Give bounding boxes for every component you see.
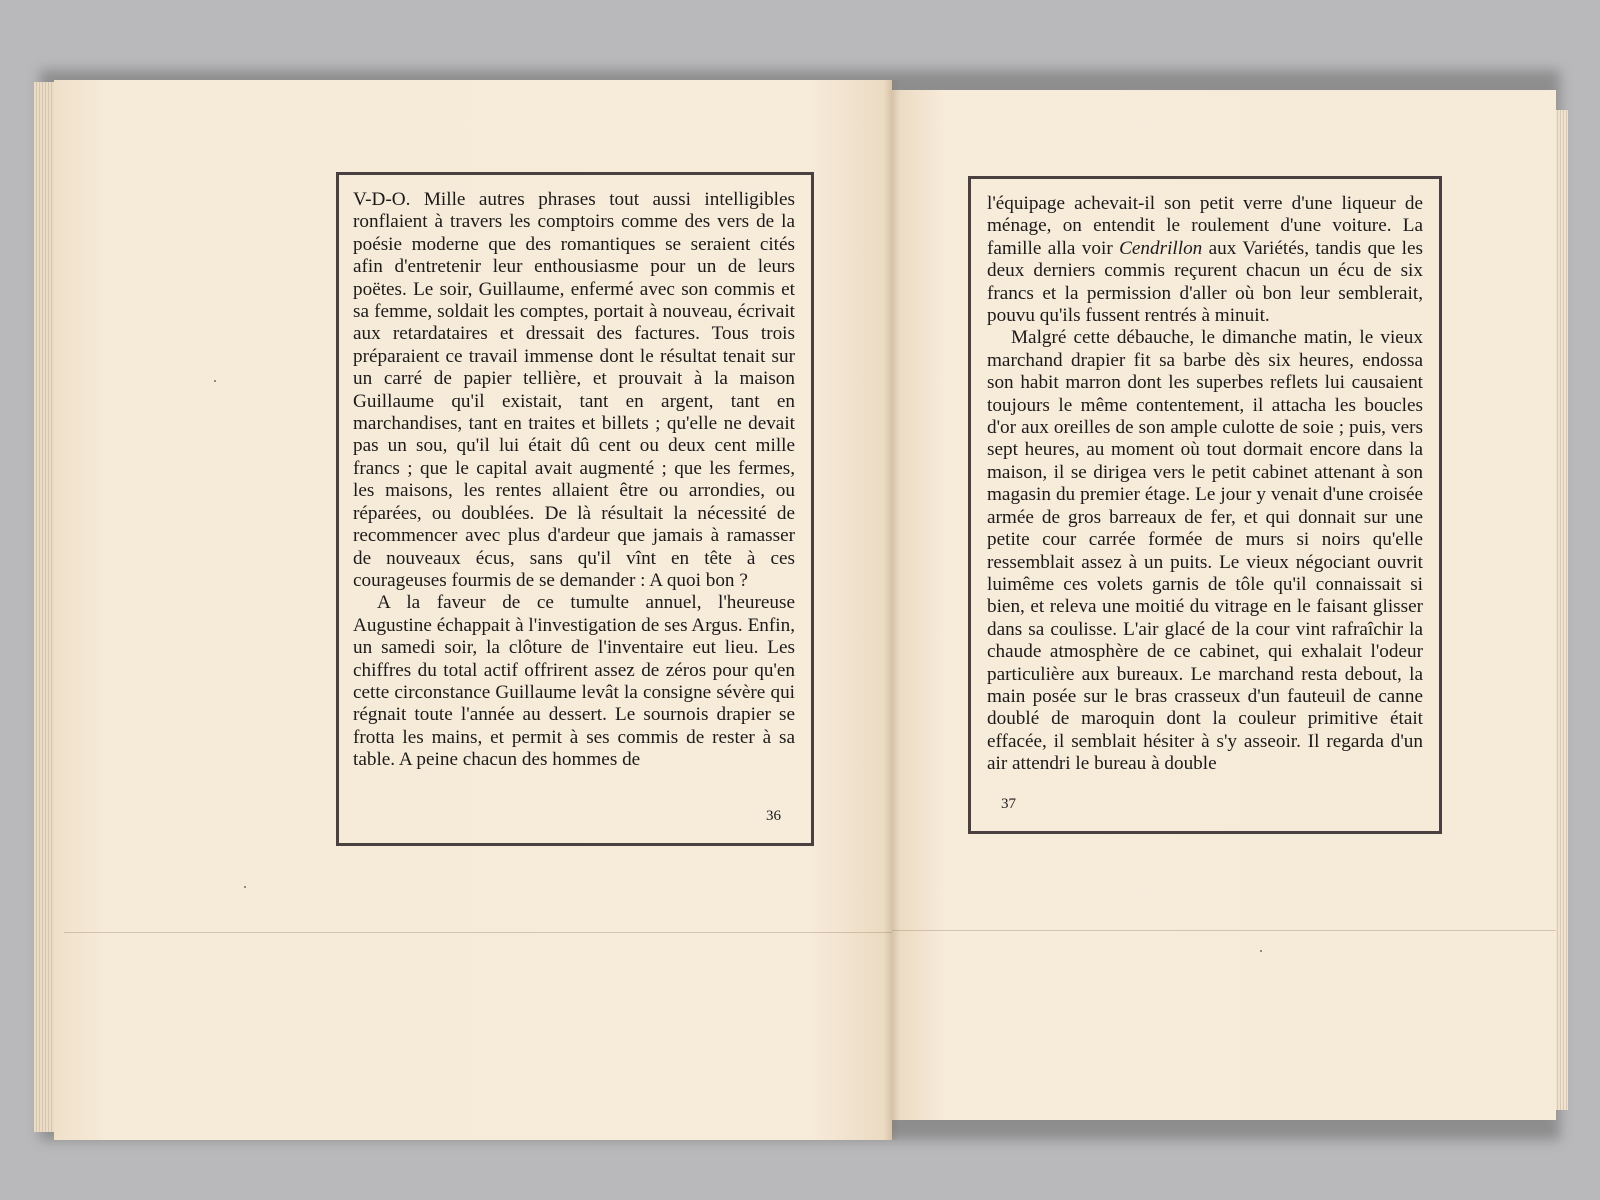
paper-speck xyxy=(214,380,216,382)
right-paragraph-2: Malgré cette débauche, le dimanche matin, le vieux marchand drapier fit sa barbe dès six heures, endossa son habit marron dont les superbes reflets lui causaient toujours le même contentement, il attacha les boucles d'or aux oreilles de son ample culotte de soie ; puis, vers sept heures, au moment où tout dormait encore dans la maison, il se dirigea vers le petit cabinet attenant à son magasin du premier étage. Le jour y venait d'une croisée armée de gros barreaux de fer, et qui donnait sur une petite cour carrée formée de murs si noirs qu'elle ressemblait assez à un puits. Le vieux négociant ouvrit luimême ces volets garnis de tôle qu'il connaissait si bien, et releva une moitié du vitrage en le faisant glisser dans sa coulisse. L'air glacé de la cour vint rafraîchir la chaude atmosphère de ce cabinet, qui exhalait l'odeur particulière aux bureaux. Le marchand resta debout, la main posée sur le bras crasseux d'un fauteuil de canne doublé de maroquin dont la couleur primitive était effacée, il semblait hésiter à s'y asseoir. Il regarda d'un air attendri le bureau à double xyxy=(987,327,1423,775)
paper-speck xyxy=(1260,950,1262,952)
right-text-frame xyxy=(968,176,1442,834)
left-text-frame xyxy=(336,172,814,846)
paper-speck xyxy=(244,886,246,888)
right-paragraph-1-start: l'équipage achevait-il son petit verre d'une liqueur de ménage, on entendit le roulement d'une voiture. La famille alla voir xyxy=(987,193,1423,259)
left-paragraph-1: V-D-O. Mille autres phrases tout aussi intelligibles ronflaient à travers les comptoirs comme des vers de la poésie moderne que des romantiques se seraient cités afin d'entretenir leur enthousiasme pour un de leurs poëtes. Le soir, Guillaume, enfermé avec son commis et sa femme, soldait les comptes, portait à nouveau, écrivait aux retardataires et dressait des factures. Tous trois préparaient ce travail immense dont le résultat tenait sur un carré de papier tellière, et prouvait à la maison Guillaume qu'il existait, tant en argent, tant en marchandises, tant en traites et billets ; qu'elle ne devait pas un sou, qu'il lui était dû cent ou deux cent mille francs ; que le capital avait augmenté ; que les fermes, les maisons, les rentes allaient être ou arrondies, ou réparées, ou doublées. De là résultait la nécessité de recommencer avec plus d'ardeur que jamais à ramasser de nouveaux écus, sans qu'il vînt en tête à ces courageuses fourmis de se demander : A quoi bon ? xyxy=(353,189,795,591)
left-page-fold xyxy=(64,932,892,933)
play-title: Cendrillon xyxy=(1119,237,1203,259)
page-number-left: 36 xyxy=(766,807,781,824)
right-paragraph-1 xyxy=(987,193,1423,327)
page-number-right: 37 xyxy=(1001,795,1016,812)
right-paragraph-1-end: aux Variétés, tandis que les deux derniers commis reçurent chacun un écu de six francs et la permission d'aller où bon leur semblerait, pouvu qu'ils fussent rentrés à minuit. xyxy=(987,237,1423,327)
right-page-fold xyxy=(892,930,1556,931)
book-gutter xyxy=(884,80,900,1140)
left-paragraph-2: A la faveur de ce tumulte annuel, l'heureuse Augustine échappait à l'investigation de ses Argus. Enfin, un samedi soir, la clôture de l'inventaire eut lieu. Les chiffres du total actif offrirent assez de zéros pour qu'en cette circonstance Guillaume levât la consigne sévère qui régnait toute l'année au dessert. Le sournois drapier se frotta les mains, et permit à ses commis de rester à sa table. A peine chacun des hommes de xyxy=(353,592,795,771)
